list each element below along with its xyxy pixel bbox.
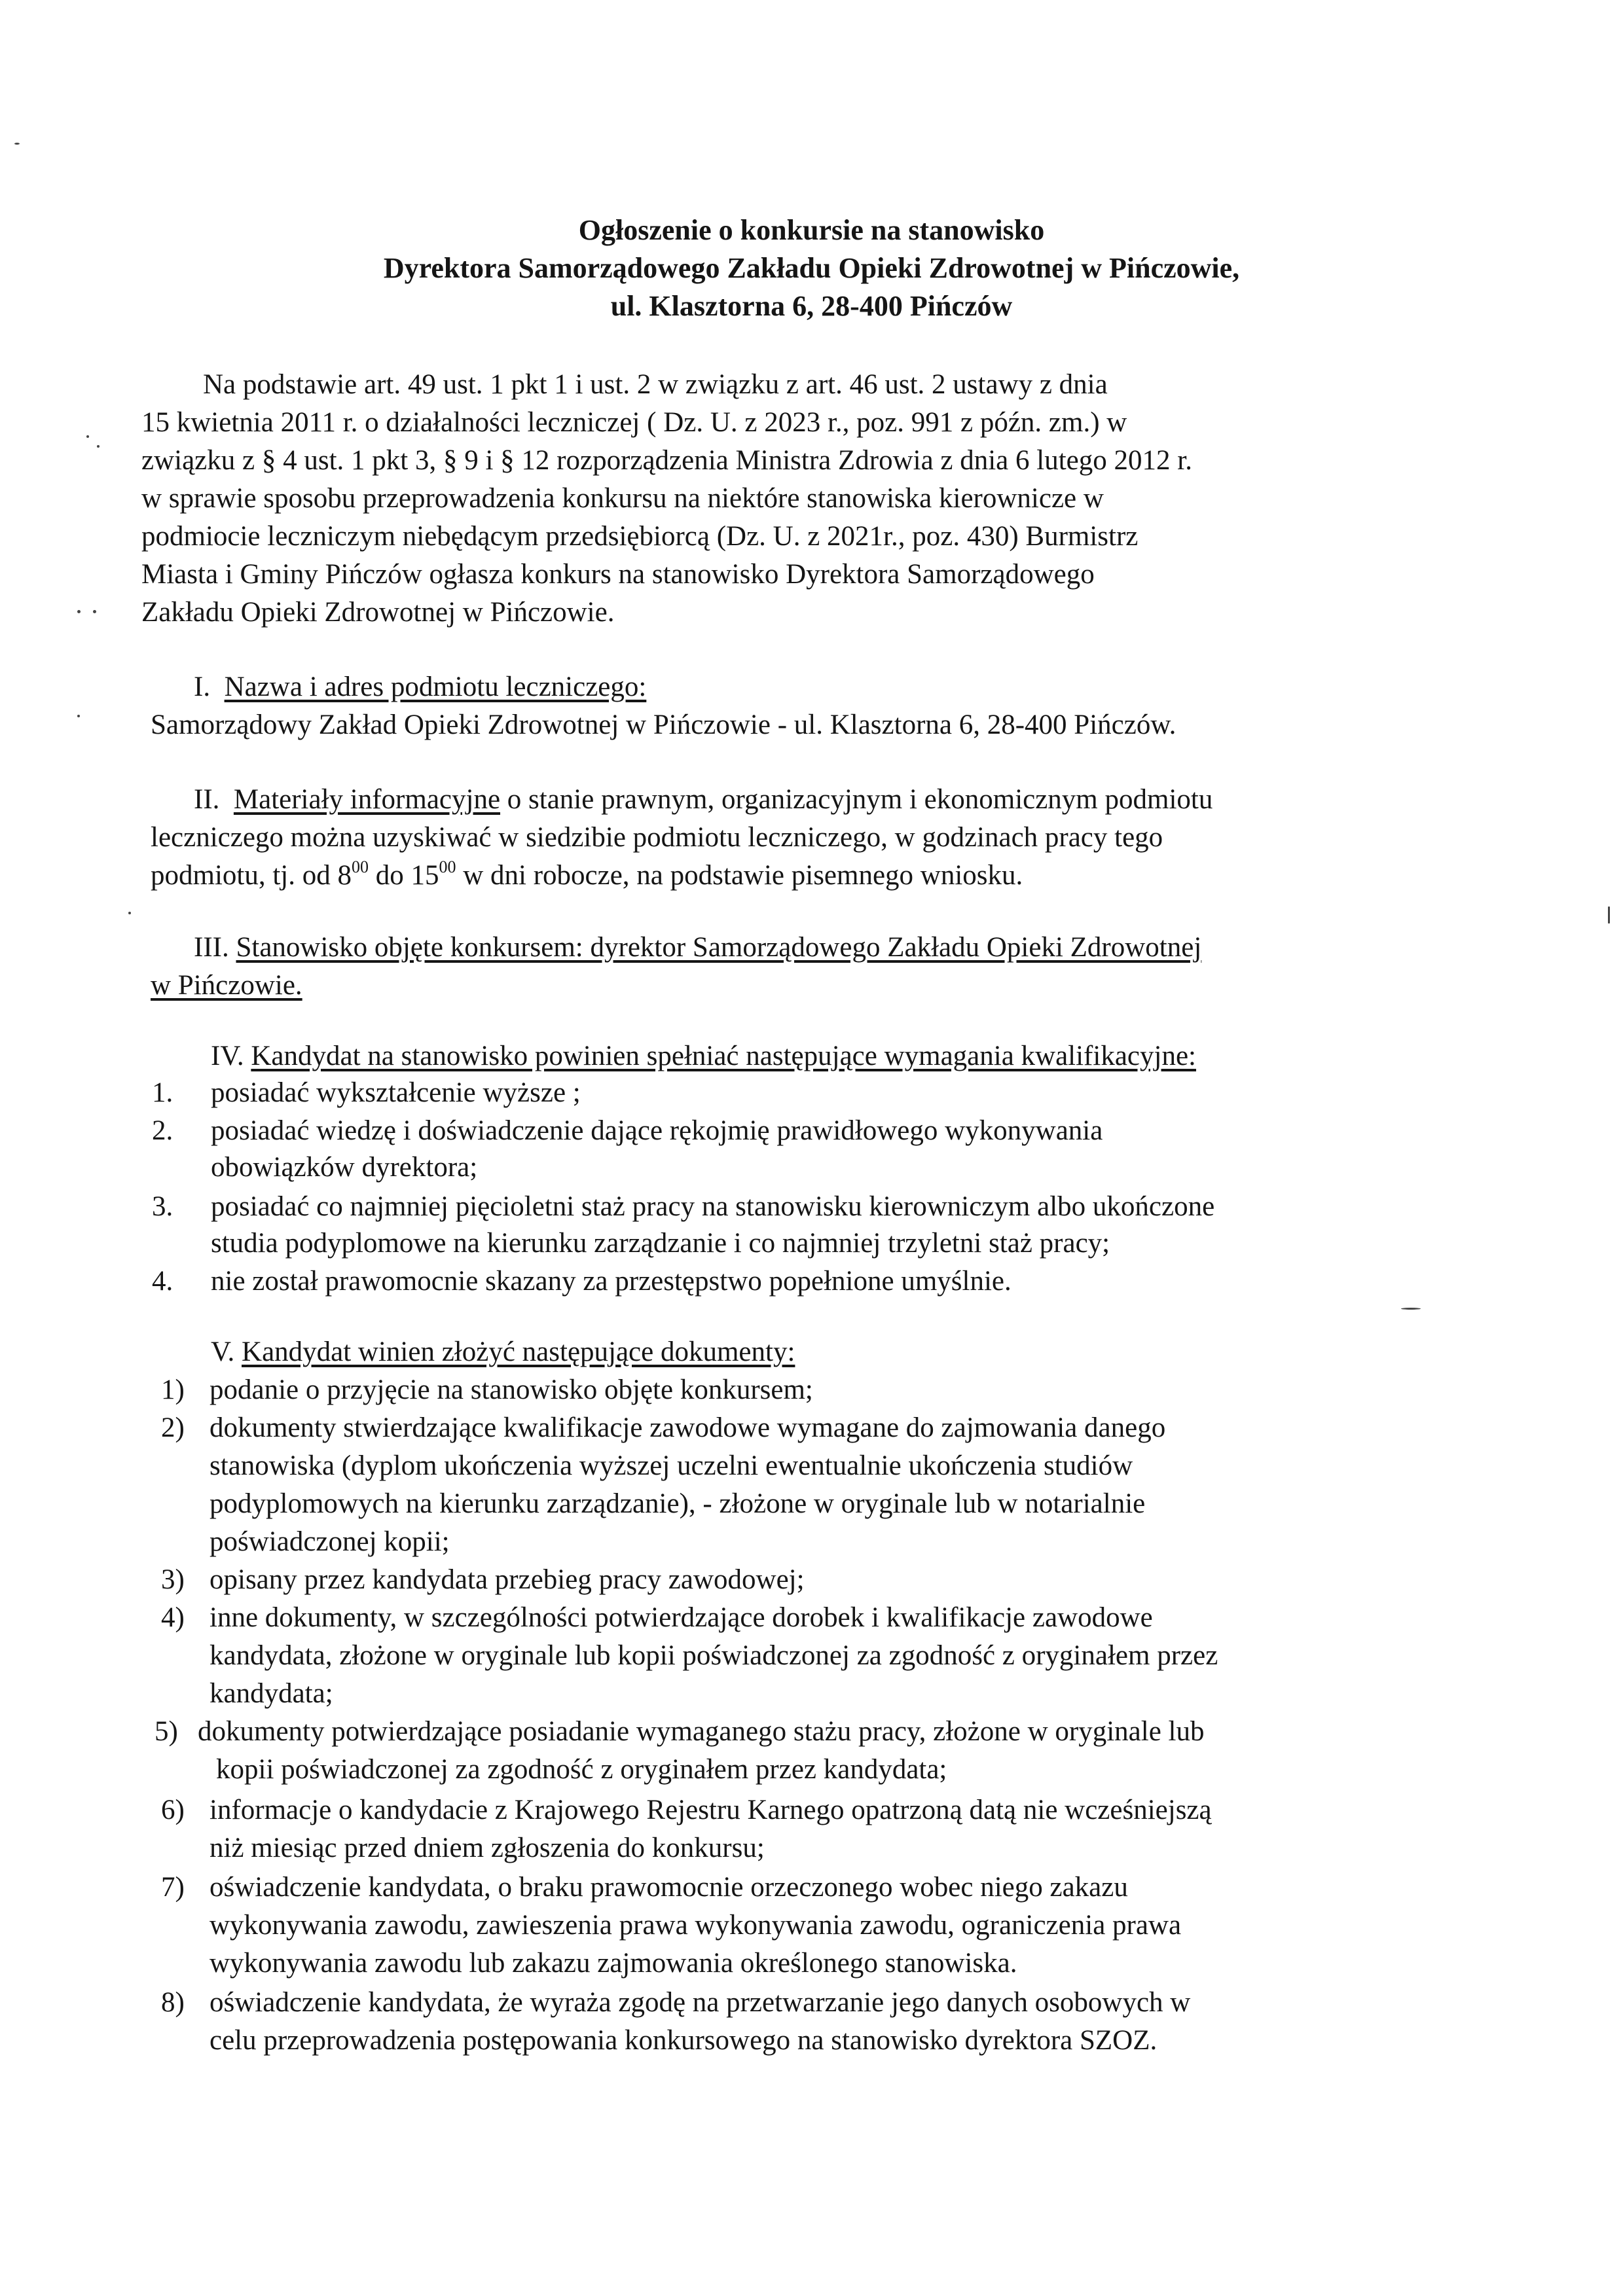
list-number: 3) xyxy=(161,1564,185,1595)
list-item: informacje o kandydacie z Krajowego Rejestru Karnego opatrzoną datą nie wcześniejszą xyxy=(210,1795,1212,1825)
list-item: niż miesiąc przed dniem zgłoszenia do konkursu; xyxy=(210,1833,765,1863)
section-heading xyxy=(194,669,646,706)
list-number: 4. xyxy=(152,1266,173,1297)
intro-line: Na podstawie art. 49 ust. 1 pkt 1 i ust. 2 w związku z art. 46 ust. 2 ustawy z dnia xyxy=(203,369,1108,400)
section-numeral: III. xyxy=(194,932,229,963)
section-heading xyxy=(194,781,1213,818)
intro-line: związku z § 4 ust. 1 pkt 3, § 9 i § 12 rozporządzenia Ministra Zdrowia z dnia 6 lutego 2012 r. xyxy=(141,445,1192,476)
page-title: Ogłoszenie o konkursie na stanowisko xyxy=(578,214,1045,246)
section-text: o stanie prawnym, organizacyjnym i ekonomicznym podmiotu xyxy=(500,784,1213,815)
section-numeral: II. xyxy=(194,784,220,815)
list-item: oświadczenie kandydata, o braku prawomocnie orzeczonego wobec niego zakazu xyxy=(210,1872,1128,1903)
section-numeral: I. xyxy=(194,672,211,702)
section-text xyxy=(151,857,1023,894)
list-item: wykonywania zawodu lub zakazu zajmowania określonego stanowiska. xyxy=(210,1948,1017,1979)
section-text: Samorządowy Zakład Opieki Zdrowotnej w Pińczowie - ul. Klasztorna 6, 28-400 Pińczów. xyxy=(151,709,1176,740)
section-heading xyxy=(194,929,1201,966)
list-item: celu przeprowadzenia postępowania konkursowego na stanowisko dyrektora SZOZ. xyxy=(210,2025,1158,2056)
list-number: 2) xyxy=(161,1412,185,1443)
list-item: nie został prawomocnie skazany za przestępstwo popełnione umyślnie. xyxy=(211,1266,1012,1297)
list-number: 6) xyxy=(161,1795,185,1825)
intro-line: Miasta i Gminy Pińczów ogłasza konkurs na stanowisko Dyrektora Samorządowego xyxy=(141,559,1095,590)
list-item: poświadczonej kopii; xyxy=(210,1526,450,1557)
list-number: 8) xyxy=(161,1987,185,2018)
section-title: Kandydat na stanowisko powinien spełniać następujące wymagania kwalifikacyjne: xyxy=(251,1041,1196,1071)
list-item: dokumenty potwierdzające posiadanie wymaganego stażu pracy, złożone w oryginale lub xyxy=(198,1716,1205,1747)
list-number: 7) xyxy=(161,1872,185,1903)
list-item: opisany przez kandydata przebieg pracy zawodowej; xyxy=(210,1564,805,1595)
section-title: w Pińczowie. xyxy=(151,970,302,1001)
list-number: 4) xyxy=(161,1602,185,1633)
scan-speck xyxy=(77,610,81,613)
text-fragment: do 15 xyxy=(368,860,439,891)
list-number: 3. xyxy=(152,1191,173,1222)
section-title: Kandydat winien złożyć następujące dokumenty: xyxy=(242,1336,795,1367)
scan-speck xyxy=(14,143,20,145)
section-text: leczniczego można uzyskiwać w siedzibie podmiotu leczniczego, w godzinach pracy tego xyxy=(151,822,1163,853)
list-number: 2. xyxy=(152,1115,173,1146)
scan-speck xyxy=(128,912,131,914)
page-title: Dyrektora Samorządowego Zakładu Opieki Zdrowotnej w Pińczowie, xyxy=(383,252,1240,284)
list-item: wykonywania zawodu, zawieszenia prawa wykonywania zawodu, ograniczenia prawa xyxy=(210,1910,1182,1941)
scan-speck xyxy=(86,435,89,438)
list-number: 1) xyxy=(161,1374,185,1405)
list-item: stanowiska (dyplom ukończenia wyższej uczelni ewentualnie ukończenia studiów xyxy=(210,1450,1133,1481)
list-item: posiadać wykształcenie wyższe ; xyxy=(211,1077,581,1108)
superscript: 00 xyxy=(439,857,456,876)
intro-line: Zakładu Opieki Zdrowotnej w Pińczowie. xyxy=(141,597,615,628)
list-item: kandydata; xyxy=(210,1678,333,1709)
list-item: studia podyplomowe na kierunku zarządzanie i co najmniej trzyletni staż pracy; xyxy=(211,1228,1110,1259)
list-item: posiadać co najmniej pięcioletni staż pracy na stanowisku kierowniczym albo ukończone xyxy=(211,1191,1215,1222)
list-item: kopii poświadczonej za zgodność z oryginałem przez kandydata; xyxy=(216,1754,947,1785)
intro-line: w sprawie sposobu przeprowadzenia konkursu na niektóre stanowiska kierownicze w xyxy=(141,483,1104,514)
list-item: kandydata, złożone w oryginale lub kopii poświadczonej za zgodność z oryginałem przez xyxy=(210,1640,1218,1671)
page-title: ul. Klasztorna 6, 28-400 Pińczów xyxy=(610,290,1013,322)
section-title: Stanowisko objęte konkursem: dyrektor Samorządowego Zakładu Opieki Zdrowotnej xyxy=(236,932,1202,963)
section-title: Materiały informacyjne xyxy=(233,784,501,815)
list-number: 5) xyxy=(155,1716,178,1747)
text-fragment: podmiotu, tj. od 8 xyxy=(151,860,352,891)
list-number: 1. xyxy=(152,1077,173,1108)
text-fragment: w dni robocze, na podstawie pisemnego wniosku. xyxy=(456,860,1023,891)
list-item: podyplomowych na kierunku zarządzanie), - złożone w oryginale lub w notarialnie xyxy=(210,1488,1146,1519)
scan-speck xyxy=(1608,906,1610,924)
list-item: obowiązków dyrektora; xyxy=(211,1152,478,1183)
scan-speck xyxy=(97,445,100,448)
section-numeral: IV. xyxy=(211,1041,244,1071)
section-title: Nazwa i adres podmiotu leczniczego: xyxy=(224,672,647,702)
list-item: dokumenty stwierdzające kwalifikacje zawodowe wymagane do zajmowania danego xyxy=(210,1412,1166,1443)
intro-line: 15 kwietnia 2011 r. o działalności leczniczej ( Dz. U. z 2023 r., poz. 991 z późn. zm.) w xyxy=(141,407,1127,438)
list-item: podanie o przyjęcie na stanowisko objęte konkursem; xyxy=(210,1374,813,1405)
section-numeral: V. xyxy=(211,1336,235,1367)
list-item: inne dokumenty, w szczególności potwierdzające dorobek i kwalifikacje zawodowe xyxy=(210,1602,1153,1633)
section-heading xyxy=(211,1334,795,1371)
list-item: oświadczenie kandydata, że wyraża zgodę na przetwarzanie jego danych osobowych w xyxy=(210,1987,1191,2018)
list-item: posiadać wiedzę i doświadczenie dające rękojmię prawidłowego wykonywania xyxy=(211,1115,1103,1146)
intro-line: podmiocie leczniczym niebędącym przedsiębiorcą (Dz. U. z 2021r., poz. 430) Burmistrz xyxy=(141,521,1139,552)
scan-speck xyxy=(1401,1308,1421,1310)
scan-speck xyxy=(93,610,96,613)
scan-speck xyxy=(77,715,80,717)
section-heading xyxy=(211,1038,1196,1075)
superscript: 00 xyxy=(351,857,369,876)
